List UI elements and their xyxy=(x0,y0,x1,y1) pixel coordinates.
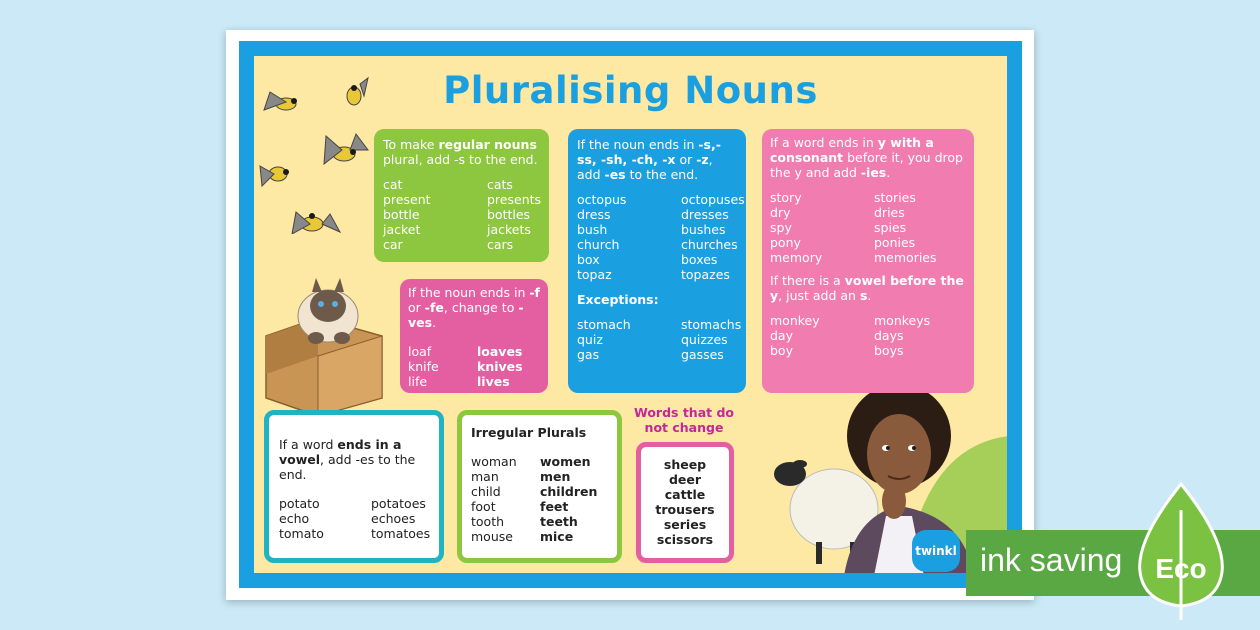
rule-bold: -ves xyxy=(408,300,524,330)
singular-column xyxy=(279,496,371,541)
regular-nouns-rule xyxy=(383,137,540,167)
rule-text: If the noun ends in xyxy=(408,285,530,300)
s-endings-card xyxy=(568,129,746,393)
word-plural: mice xyxy=(540,529,574,544)
word-singular: car xyxy=(383,237,403,252)
rule-text: or xyxy=(408,300,425,315)
rule-text: If there is a xyxy=(770,273,845,288)
word-plural: presents xyxy=(487,192,542,207)
rule-text: , add -es to the end. xyxy=(279,452,416,482)
word-plural: cars xyxy=(487,237,514,252)
leaf-icon xyxy=(1126,480,1236,620)
rule-bold: vowel before the y xyxy=(770,273,964,303)
y-ending-rule xyxy=(770,135,966,180)
unchanged-word: trousers xyxy=(655,502,715,517)
word-singular: pony xyxy=(770,235,801,250)
word-singular: present xyxy=(383,192,431,207)
singular-column xyxy=(770,313,874,358)
word-plural: knives xyxy=(477,359,523,374)
word-singular: jacket xyxy=(383,222,421,237)
word-list xyxy=(408,344,540,389)
word-singular: loaf xyxy=(408,344,432,359)
word-plural: tomatoes xyxy=(371,526,431,541)
word-singular: tooth xyxy=(471,514,505,529)
word-singular: memory xyxy=(770,250,823,265)
singular-column xyxy=(770,190,874,265)
plural-column xyxy=(874,190,966,265)
word-singular: topaz xyxy=(577,267,612,282)
rule-text: plural, add -s to the end. xyxy=(383,152,538,167)
twinkl-logo: twinkl xyxy=(912,530,960,572)
unchanged-word: deer xyxy=(668,472,702,487)
rule-bold: y with a consonant xyxy=(770,135,934,165)
word-plural: ponies xyxy=(874,235,916,250)
poster xyxy=(239,41,1022,588)
eco-badge-text: Eco xyxy=(1155,553,1207,584)
word-plural: gasses xyxy=(681,347,724,362)
word-singular: gas xyxy=(577,347,600,362)
word-plural: dresses xyxy=(681,207,729,222)
word-singular: monkey xyxy=(770,313,820,328)
vowel-before-y-rule xyxy=(770,273,966,303)
word-plural: feet xyxy=(540,499,569,514)
word-singular: child xyxy=(471,484,501,499)
vowel-ending-card xyxy=(264,410,444,563)
word-singular: potato xyxy=(279,496,320,511)
word-plural: memories xyxy=(874,250,937,265)
page-title: Pluralising Nouns xyxy=(443,69,818,112)
word-plural: dries xyxy=(874,205,905,220)
word-plural: boys xyxy=(874,343,904,358)
exceptions-heading: Exceptions: xyxy=(577,292,659,307)
rule-bold: -s,-ss, -sh, -ch, -x xyxy=(577,137,721,167)
word-singular: story xyxy=(770,190,802,205)
eco-text: ink saving xyxy=(980,542,1123,578)
irregular-plurals-card xyxy=(457,410,622,563)
word-singular: day xyxy=(770,328,793,343)
rule-bold: -f xyxy=(529,285,540,300)
word-plural: cats xyxy=(487,177,513,192)
eco-banner xyxy=(966,530,1260,596)
word-singular: echo xyxy=(279,511,310,526)
exceptions-list xyxy=(577,317,742,362)
word-singular: stomach xyxy=(577,317,631,332)
word-plural: women xyxy=(540,454,591,469)
cat-in-box-icon xyxy=(256,266,396,416)
rule-text: or xyxy=(675,152,697,167)
word-singular: bottle xyxy=(383,207,420,222)
rule-bold: -ies xyxy=(860,165,887,180)
word-plural: octopuses xyxy=(681,192,745,207)
bird-icon xyxy=(256,74,376,234)
word-plural: days xyxy=(874,328,904,343)
rule-text: , change to xyxy=(443,300,519,315)
word-plural: topazes xyxy=(681,267,730,282)
word-singular: knife xyxy=(408,359,439,374)
plural-column xyxy=(681,317,741,362)
word-singular: spy xyxy=(770,220,792,235)
rule-text: . xyxy=(432,315,437,330)
f-fe-rule xyxy=(408,285,540,330)
rule-bold: -z xyxy=(696,152,709,167)
word-singular: tomato xyxy=(279,526,324,541)
word-singular: woman xyxy=(471,454,517,469)
word-plural: children xyxy=(540,484,598,499)
word-singular: dry xyxy=(770,205,791,220)
y-ending-card xyxy=(762,129,974,393)
unchanged-word: cattle xyxy=(664,487,706,502)
word-list xyxy=(577,192,745,282)
word-singular: octopus xyxy=(577,192,627,207)
word-plural: boxes xyxy=(681,252,718,267)
word-list xyxy=(770,190,966,265)
word-singular: man xyxy=(471,469,499,484)
word-plural: potatoes xyxy=(371,496,426,511)
word-singular: box xyxy=(577,252,600,267)
plural-column xyxy=(681,192,745,282)
plural-column xyxy=(540,454,608,544)
plural-column xyxy=(371,496,430,541)
word-list xyxy=(383,177,540,252)
word-list xyxy=(279,496,429,541)
irregular-heading: Irregular Plurals xyxy=(471,425,587,440)
plural-column xyxy=(487,177,541,252)
f-fe-card xyxy=(400,279,548,393)
singular-column xyxy=(577,192,681,282)
word-plural: stomachs xyxy=(681,317,742,332)
word-plural: men xyxy=(540,469,571,484)
word-plural: spies xyxy=(874,220,907,235)
poster-panel xyxy=(254,56,1007,573)
word-plural: loaves xyxy=(477,344,523,359)
word-singular: church xyxy=(577,237,620,252)
word-plural: churches xyxy=(681,237,738,252)
word-singular: cat xyxy=(383,177,403,192)
word-singular: quiz xyxy=(577,332,603,347)
unchanged-word: series xyxy=(663,517,707,532)
singular-column xyxy=(408,344,477,389)
word-plural: quizzes xyxy=(681,332,728,347)
word-singular: life xyxy=(408,374,428,389)
rule-text: . xyxy=(886,165,891,180)
word-plural: stories xyxy=(874,190,916,205)
rule-bold: -es xyxy=(604,167,626,182)
word-plural: bushes xyxy=(681,222,726,237)
singular-column xyxy=(471,454,540,544)
rule-text: If a word ends in xyxy=(770,135,878,150)
word-plural: monkeys xyxy=(874,313,931,328)
rule-text: If the noun ends in xyxy=(577,137,699,152)
rule-text: to the end. xyxy=(625,167,699,182)
no-change-label: Words that do not change xyxy=(634,405,735,435)
rule-text: . xyxy=(867,288,872,303)
word-plural: teeth xyxy=(540,514,578,529)
word-singular: boy xyxy=(770,343,793,358)
rule-text: To make xyxy=(383,137,439,152)
rule-bold: s xyxy=(859,288,868,303)
word-plural: lives xyxy=(477,374,510,389)
rule-text: , just add an xyxy=(778,288,860,303)
word-plural: echoes xyxy=(371,511,416,526)
rule-text: before it, you drop the y and add xyxy=(770,150,963,180)
plural-column xyxy=(874,313,966,358)
s-endings-rule xyxy=(577,137,737,182)
word-plural: bottles xyxy=(487,207,531,222)
unchanged-word: scissors xyxy=(656,532,714,547)
regular-nouns-card xyxy=(374,129,549,262)
word-singular: foot xyxy=(471,499,496,514)
rule-text: If a word xyxy=(279,437,338,452)
singular-column xyxy=(383,177,487,252)
word-singular: dress xyxy=(577,207,611,222)
word-list xyxy=(471,454,608,544)
rule-bold: -fe xyxy=(424,300,444,315)
word-singular: bush xyxy=(577,222,608,237)
no-change-card xyxy=(636,442,734,563)
unchanged-word: sheep xyxy=(663,457,707,472)
rule-bold: ends in a vowel xyxy=(279,437,402,467)
vowel-ending-rule xyxy=(279,437,429,482)
rule-text: , add xyxy=(577,152,713,182)
plural-column xyxy=(477,344,540,389)
rule-bold: regular nouns xyxy=(438,137,537,152)
word-singular: mouse xyxy=(471,529,513,544)
singular-column xyxy=(577,317,681,362)
word-plural: jackets xyxy=(487,222,531,237)
word-list xyxy=(770,313,966,358)
